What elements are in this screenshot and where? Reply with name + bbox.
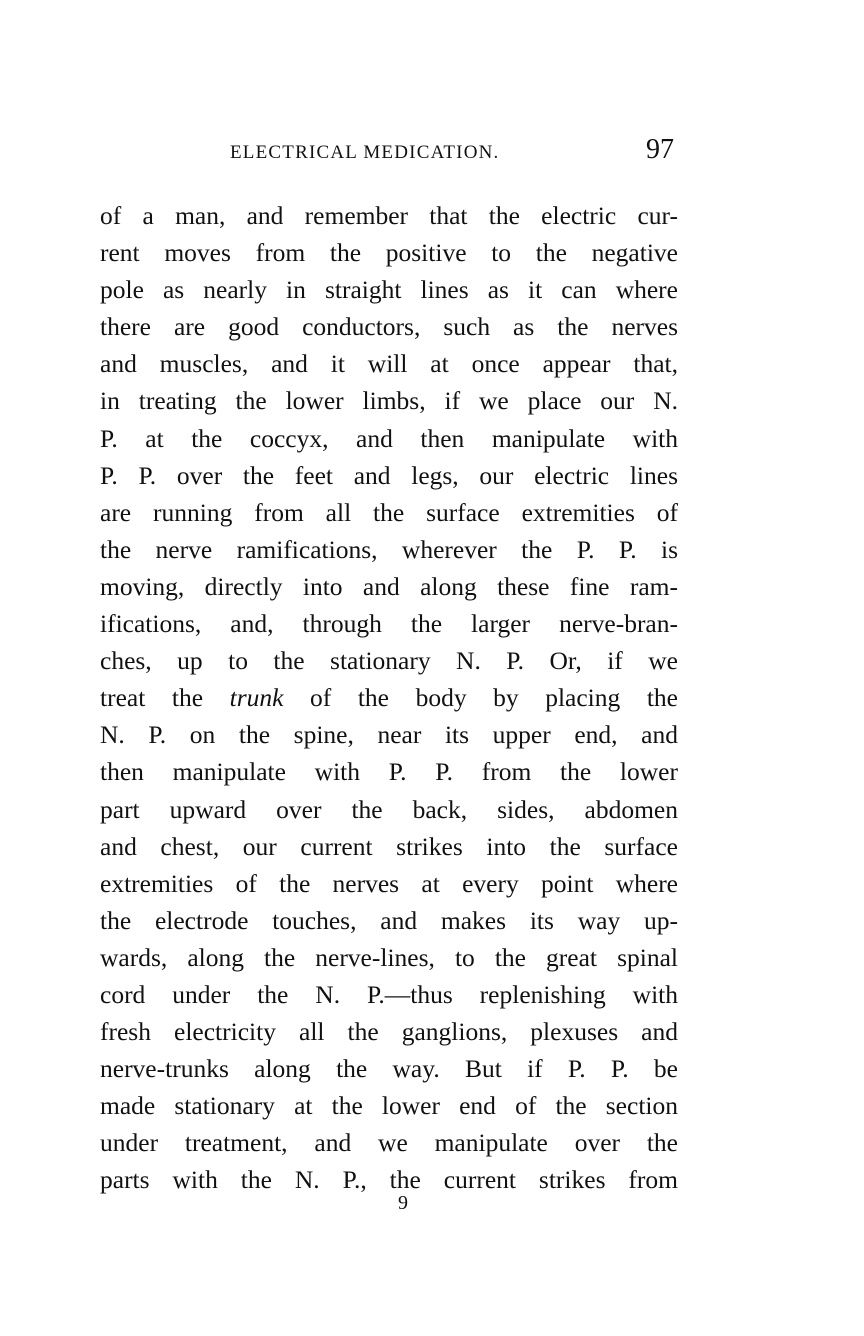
line-text: parts with the N. P., the current strikes from [100,1165,678,1195]
italic-word: trunk [229,683,284,713]
line-text: then manipulate with P. P. from the lower [100,757,678,787]
text-line [100,568,678,605]
line-text: are running from all the surface extremities of [100,497,678,527]
text-line [100,420,678,457]
line-text: rent moves from the positive to the negative [100,238,678,268]
text-line [100,753,678,790]
line-text: ches, up to the stationary N. P. Or, if we [100,646,678,676]
line-text: moving, directly into and along these fine ram- [100,571,678,601]
line-text: P. at the coccyx, and then manipulate with [100,423,678,453]
line-text: and chest, our current strikes into the surface [100,831,678,861]
text-line [100,605,678,642]
text-line [100,271,678,308]
line-text: there are good conductors, such as the nerves [100,312,678,342]
line-text: ifications, and, through the larger nerve-bran- [100,609,678,639]
text-line [100,642,678,679]
line-text: wards, along the nerve-lines, to the great spinal [100,942,678,972]
text-line [100,345,678,382]
text-line [100,939,678,976]
line-text: extremities of the nerves at every point where [100,868,678,898]
line-text: in treating the lower limbs, if we place our N. [100,386,678,416]
line-text: N. P. on the spine, near its upper end, and [100,720,678,750]
text-line [100,902,678,939]
line-text: the electrode touches, and makes its way up- [100,905,678,935]
line-text: pole as nearly in straight lines as it can where [100,275,678,305]
running-title: ELECTRICAL MEDICATION. [230,142,500,163]
signature-mark: 9 [398,1192,408,1214]
text-line [100,865,678,902]
page-number: 97 [646,134,674,165]
line-text: the nerve ramifications, wherever the P. P. is [100,534,678,564]
text-line [100,197,678,234]
text-line [100,1124,678,1161]
line-text: fresh electricity all the ganglions, plexuses and [100,1017,678,1047]
line-text: of a man, and remember that the electric cur- [100,201,678,230]
line-text: cord under the N. P.—thus replenishing with [100,979,678,1009]
text-line [100,457,678,494]
text-line [100,1050,678,1087]
line-text: nerve-trunks along the way. But if P. P. be [100,1054,678,1084]
text-line [100,828,678,865]
text-line [100,679,678,716]
text-line [100,494,678,531]
line-text: of the body by placing the [310,683,678,713]
line-text: under treatment, and we manipulate over the [100,1128,678,1158]
line-text: P. P. over the feet and legs, our electric lines [100,460,678,490]
line-text: treat the [100,683,204,713]
text-line [100,234,678,271]
text-line [100,531,678,568]
line-text: and muscles, and it will at once appear that, [100,349,678,379]
running-header [100,136,678,170]
line-text: part upward over the back, sides, abdomen [100,794,678,824]
text-line [100,716,678,753]
text-line [100,1087,678,1124]
body-text [100,197,678,1199]
text-line [100,976,678,1013]
text-line [100,1161,678,1198]
text-line [100,791,678,828]
text-line [100,382,678,419]
text-line [100,308,678,345]
text-line [100,1013,678,1050]
line-text: made stationary at the lower end of the section [100,1091,678,1121]
